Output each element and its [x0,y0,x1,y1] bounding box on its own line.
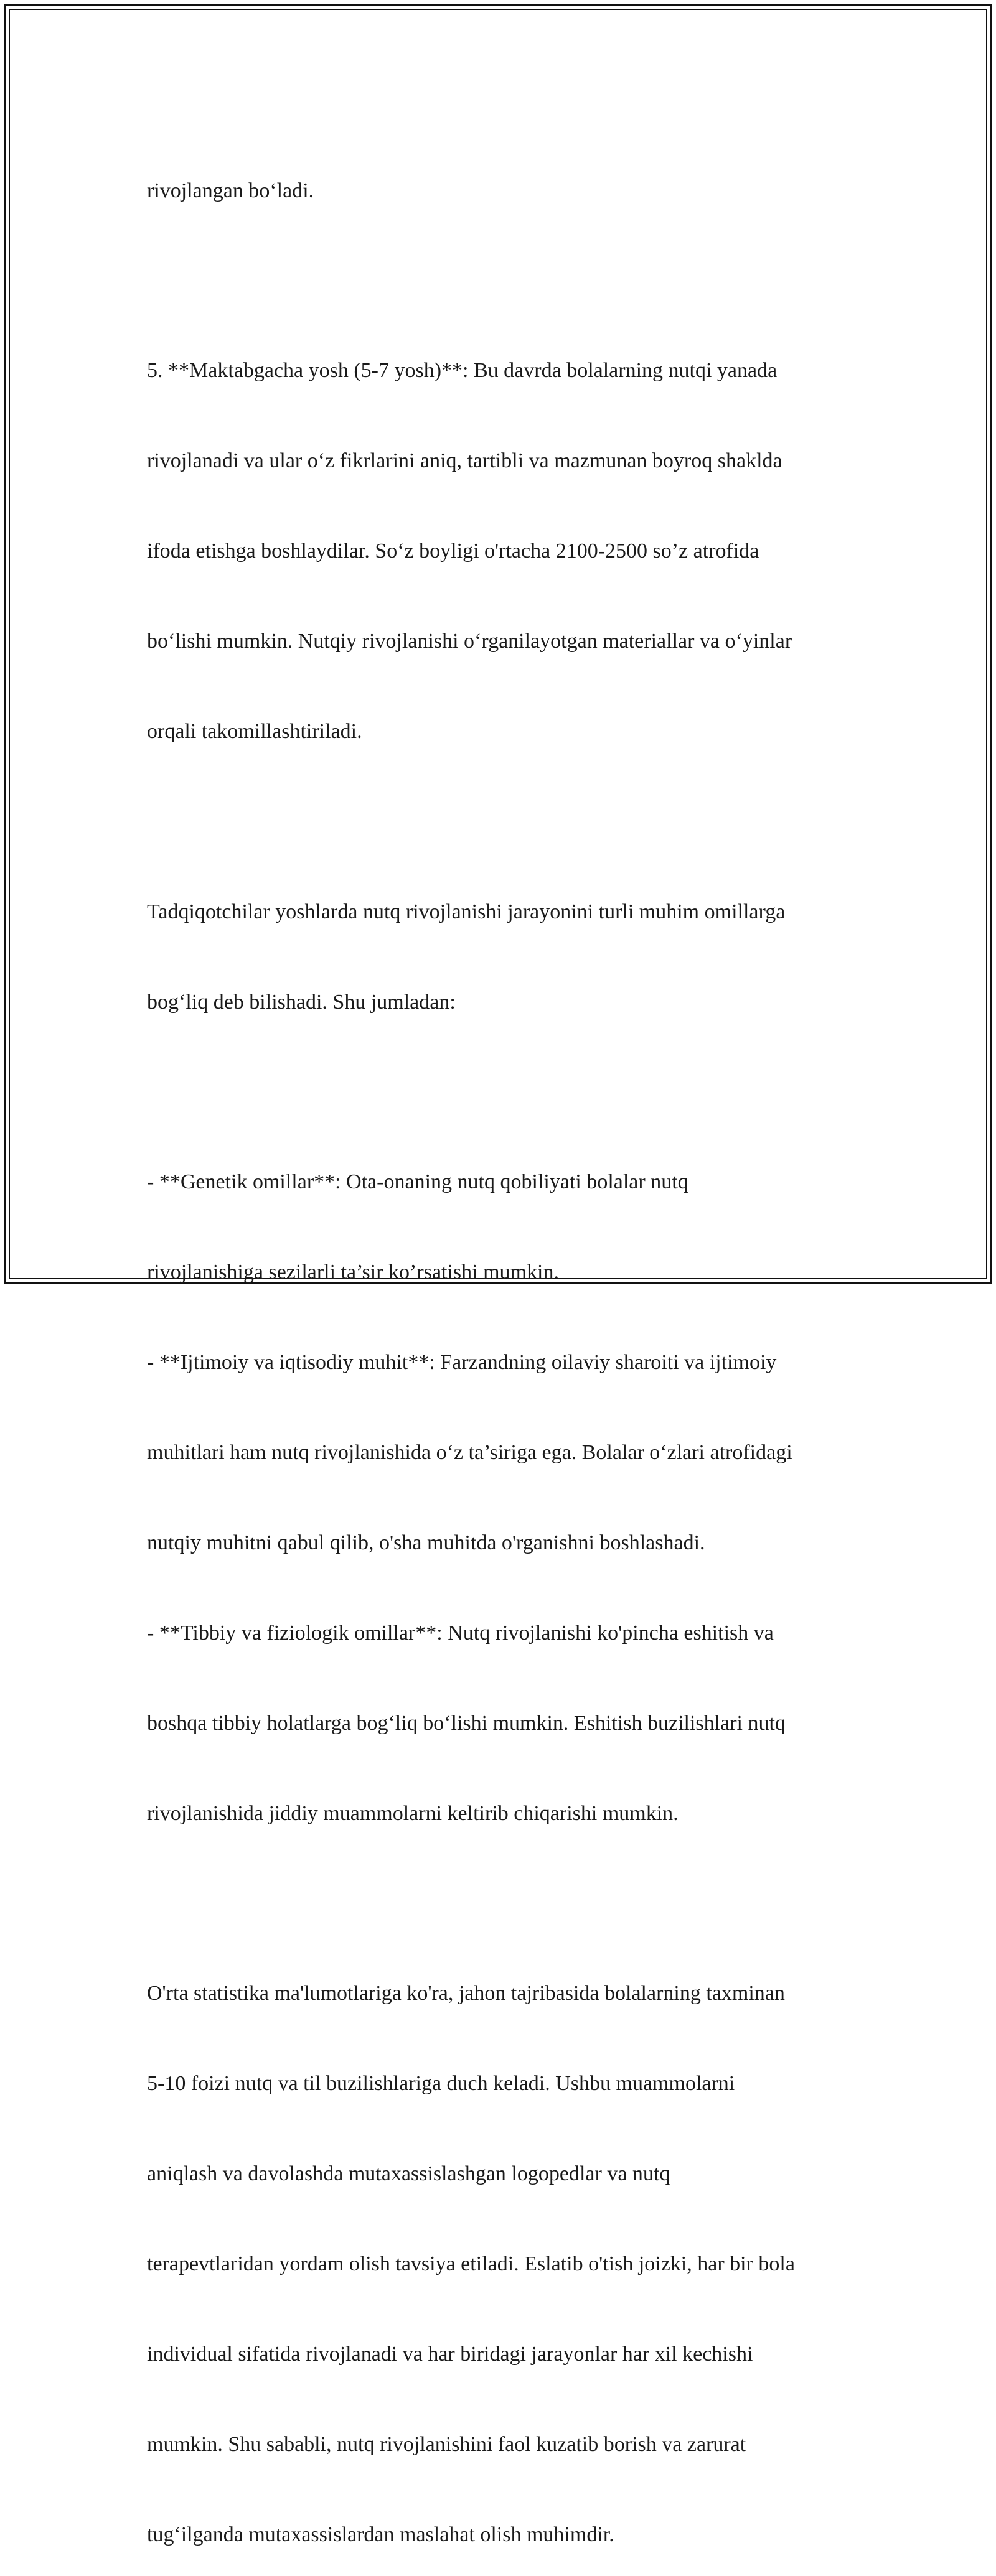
text-line: mumkin. Shu sababli, nutq rivojlanishini faol kuzatib borish va zarurat [147,2432,746,2456]
text-line: - **Tibbiy va fiziologik omillar**: Nutq rivojlanishi ko'pincha eshitish va [147,1621,774,1645]
text-line: bo‘lishi mumkin. Nutqiy rivojlanishi o‘rganilayotgan materiallar va o‘yinlar [147,630,792,653]
text-line: nutqiy muhitni qabul qilib, o'sha muhitda o'rganishni boshlashadi. [147,1531,705,1554]
text-line: orqali takomillashtiriladi. [147,719,362,743]
text-line: rivojlanadi va ular o‘z fikrlarini aniq, tartibli va mazmunan boyroq shaklda [147,449,782,473]
text-line: terapevtlaridan yordam olish tavsiya etiladi. Eslatib o'tish joizki, har bir bola [147,2252,795,2276]
paragraph-gap [147,1889,857,1919]
text-line: 5. **Maktabgacha yosh (5-7 yosh)**: Bu davrda bolalarning nutqi yanada [147,359,778,383]
text-line: rivojlanishida jiddiy muammolarni keltirib chiqarishi mumkin. [147,1801,679,1825]
text-line: - **Genetik omillar**: Ota-onaning nutq qobiliyati bolalar nutq [147,1170,688,1194]
document-body [147,116,857,2576]
text-line: ifoda etishga boshlaydilar. So‘z boyligi o'rtacha 2100-2500 so’z atrofida [147,539,759,563]
text-line: - **Ijtimoiy va iqtisodiy muhit**: Farzandning oilaviy sharoiti va ijtimoiy [147,1351,777,1374]
paragraph-gap [147,807,857,837]
text-line: rivojlangan bo‘ladi. [147,179,314,202]
text-line: aniqlash va davolashda mutaxassislashgan logopedlar va nutq [147,2162,670,2186]
text-line: tug‘ilganda mutaxassislardan maslahat olish muhimdir. [147,2522,614,2546]
text-line: boshqa tibbiy holatlarga bog‘liq bo‘lishi mumkin. Eshitish buzilishlari nutq [147,1711,786,1735]
text-line: muhitlari ham nutq rivojlanishida o‘z ta’siriga ega. Bolalar o‘zlari atrofidagi [147,1441,792,1465]
text-line: rivojlanishiga sezilarli ta’sir ko’rsatishi mumkin. [147,1261,559,1284]
text-line: 5-10 foizi nutq va til buzilishlariga duch keladi. Ushbu muammolarni [147,2072,735,2096]
text-line: O'rta statistika ma'lumotlariga ko'ra, jahon tajribasida bolalarning taxminan [147,1982,785,2005]
text-line: bog‘liq deb bilishadi. Shu jumladan: [147,990,456,1014]
paragraph-gap [147,1078,857,1108]
text-line: individual sifatida rivojlanadi va har biridagi jarayonlar har xil kechishi [147,2342,753,2366]
paragraph-gap [147,266,857,296]
text-line: Tadqiqotchilar yoshlarda nutq rivojlanishi jarayonini turli muhim omillarga [147,900,786,923]
